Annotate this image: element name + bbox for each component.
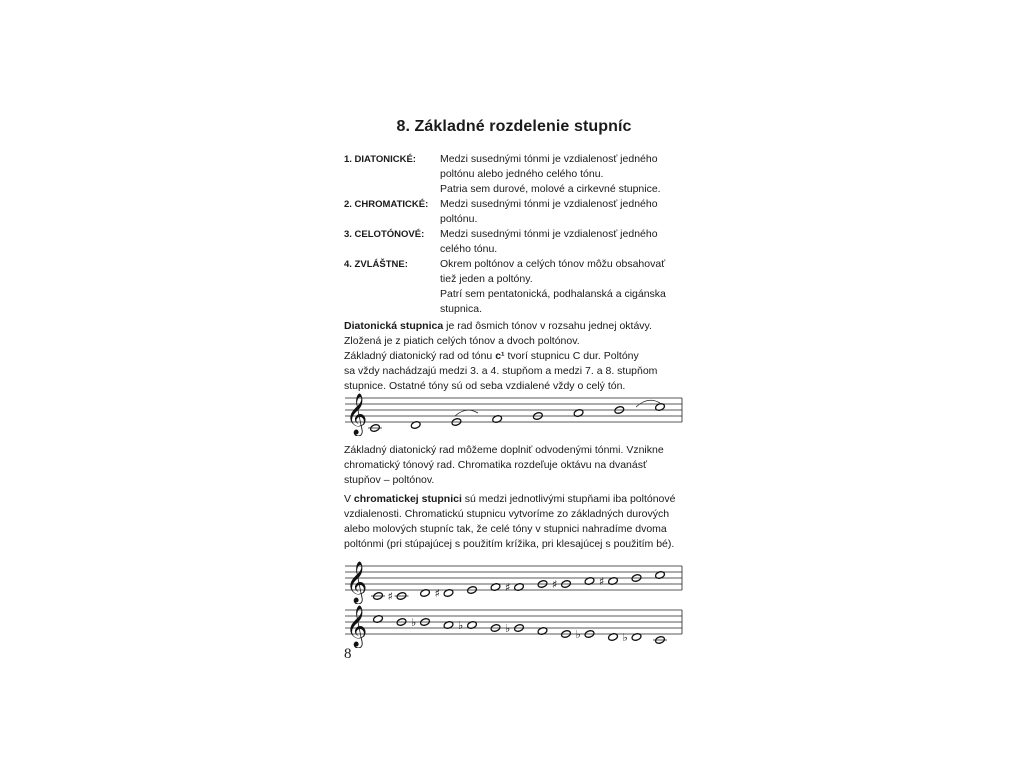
- definition-special: [344, 257, 689, 317]
- definition-term: 1. DIATONICKÉ:: [344, 154, 416, 165]
- sharp-icon: ♯: [552, 578, 558, 591]
- diatonic-term: Diatonická stupnica: [344, 320, 444, 332]
- definition-line: Medzi susednými tónmi je vzdialenosť jedného: [440, 228, 658, 240]
- chromatic-descending-notes: [373, 615, 667, 645]
- page-title: 8. Základné rozdelenie stupníc: [396, 118, 632, 135]
- definition-line: Medzi susednými tónmi je vzdialenosť jedného: [440, 198, 658, 210]
- definition-line: Patria sem durové, molové a cirkevné stupnice.: [440, 183, 661, 195]
- paragraph-line: Základný diatonický rad môžeme doplniť odvodenými tónmi. Vznikne: [344, 444, 664, 456]
- definition-term: 3. CELOTÓNOVÉ:: [344, 229, 425, 240]
- semitone-slur: [455, 410, 478, 416]
- definition-line: poltónu.: [440, 213, 478, 225]
- flat-icon: ♭: [505, 622, 511, 635]
- paragraph-text: je rad ôsmich tónov v rozsahu jednej oktávy.: [443, 320, 652, 332]
- flat-icon: ♭: [458, 619, 464, 632]
- paragraph-line: chromatický tónový rad. Chromatika rozdeľuje oktávu na dvanásť: [344, 459, 647, 471]
- flat-icon: ♭: [575, 628, 581, 641]
- definition-description: [440, 257, 689, 317]
- paragraph-line: alebo molových stupníc tak, že celé tóny v stupnici nahradíme dvoma: [344, 523, 667, 535]
- definition-line: stupnica.: [440, 303, 483, 315]
- definition-description: [440, 227, 689, 257]
- definition-line: Patrí sem pentatonická, podhalanská a cigánska: [440, 288, 666, 300]
- sharp-icon: ♯: [434, 587, 440, 600]
- paragraph-line: Zložená je z piatich celých tónov a dvoch poltónov.: [344, 335, 580, 347]
- definition-term: 2. CHROMATICKÉ:: [344, 199, 429, 210]
- sharp-icon: ♯: [505, 581, 511, 594]
- chromatic-term: chromatickej stupnici: [353, 493, 462, 505]
- sharp-icon: ♯: [387, 590, 393, 603]
- chromatic-descending-staff: [340, 604, 690, 648]
- paragraph-line: stupnice. Ostatné tóny sú od seba vzdialené vždy o celý tón.: [344, 380, 626, 392]
- paragraph-text: tvorí stupnicu C dur. Poltóny: [504, 350, 639, 362]
- chromatic-ascending-notes: [371, 571, 665, 603]
- treble-clef-icon: 𝄞: [346, 562, 368, 603]
- definition-line: celého tónu.: [440, 243, 498, 255]
- treble-clef-icon: 𝄞: [346, 606, 368, 647]
- definition-term: 4. ZVLÁŠTNE:: [344, 259, 408, 270]
- sharp-icon: ♯: [599, 575, 605, 588]
- definition-description: [440, 152, 689, 197]
- definition-line: Okrem poltónov a celých tónov môžu obsahovať: [440, 258, 666, 270]
- paragraph-line: vzdialenosti. Chromatickú stupnicu vytvoríme zo základných durových: [344, 508, 670, 520]
- paragraph-line: stupňov – poltónov.: [344, 474, 435, 486]
- scale-types-list: [344, 152, 689, 317]
- definition-description: [440, 197, 689, 227]
- diatonic-paragraph: [344, 319, 684, 394]
- paragraph-text: sú medzi jednotlivými stupňami iba poltónové: [461, 493, 676, 505]
- flat-icon: ♭: [622, 631, 628, 644]
- chromatic-paragraph: [344, 443, 684, 488]
- paragraph-text: V: [344, 493, 354, 505]
- definition-chromatic: [344, 197, 689, 227]
- definition-wholetone: [344, 227, 689, 257]
- diatonic-notes: [368, 403, 665, 433]
- chromatic-ascending-staff: [340, 560, 690, 604]
- definition-line: poltónu alebo jedného celého tónu.: [440, 168, 604, 180]
- page-number: 8: [344, 646, 352, 662]
- paragraph-line: sa vždy nachádzajú medzi 3. a 4. stupňom a medzi 7. a 8. stupňom: [344, 365, 658, 377]
- diatonic-staff: [340, 392, 690, 436]
- note-name: c¹: [495, 350, 505, 362]
- flat-icon: ♭: [411, 616, 417, 629]
- chromatic-scale-paragraph: [344, 492, 684, 552]
- definition-line: Medzi susednými tónmi je vzdialenosť jedného: [440, 153, 658, 165]
- treble-clef-icon: 𝄞: [346, 394, 368, 435]
- paragraph-line: poltónmi (pri stúpajúcej s použitím krížika, pri klesajúcej s použitím bé).: [344, 538, 675, 550]
- paragraph-text: Základný diatonický rad od tónu: [344, 350, 496, 362]
- definition-diatonic: [344, 152, 689, 197]
- definition-line: tiež jeden a poltóny.: [440, 273, 533, 285]
